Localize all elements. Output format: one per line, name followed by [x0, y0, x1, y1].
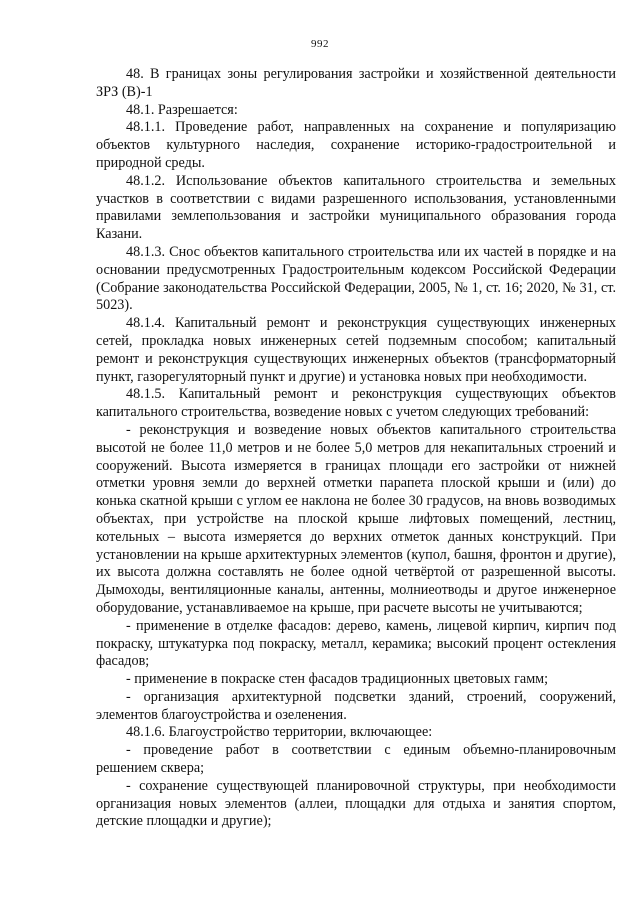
- clause-48-1-1: 48.1.1. Проведение работ, направленных на сохранение и популяризацию объектов культурного наследия, сохранение историко-градостроительной и природной среды.: [96, 119, 616, 171]
- document-body: [96, 66, 616, 831]
- clause-48-1-5: 48.1.5. Капитальный ремонт и реконструкция существующих объектов капитального строительства, возведение новых с учетом следующих требований:: [96, 386, 616, 421]
- clause-48-1: 48.1. Разрешается:: [126, 101, 238, 118]
- list-item-lighting: - организация архитектурной подсветки зданий, строений, сооружений, элементов благоустройства и озеленения.: [96, 688, 616, 723]
- list-item-square-works: - проведение работ в соответствии с единым объемно-планировочным решением сквера;: [96, 742, 616, 777]
- clause-48-1-6: 48.1.6. Благоустройство территории, включающее:: [126, 724, 433, 741]
- list-item-planning-structure: - сохранение существующей планировочной структуры, при необходимости организация новых элементов (аллеи, площадки для отдыха и занятия спортом, детские площадки и другие);: [96, 777, 616, 830]
- clause-48-1-3: 48.1.3. Снос объектов капитального строительства или их частей в порядке и на основании предусмотренных Градостроительным кодексом Российской Федерации (Собрание законодательства Российской Федерации, 2005, № 1, ст. 16; 2020, № 31, ст. 5023).: [96, 243, 616, 314]
- list-item-facade-finishing: - применение в отделке фасадов: дерево, камень, лицевой кирпич, кирпич под покраску, штукатурка под покраску, металл, керамика; высокий процент остекления фасадов;: [96, 617, 616, 670]
- section-heading-48: 48. В границах зоны регулирования застройки и хозяйственной деятельности ЗРЗ (В)-1: [96, 66, 616, 100]
- page-number: 992: [311, 38, 329, 50]
- list-item-facade-colors: - применение в покраске стен фасадов традиционных цветовых гамм;: [126, 671, 549, 688]
- clause-48-1-2: 48.1.2. Использование объектов капитального строительства и земельных участков в соответствии с видами разрешенного использования, установленными правилами землепользования и застройки муниципального образования города Казани.: [96, 172, 616, 243]
- list-item-height-requirements: - реконструкция и возведение новых объектов капитального строительства высотой не более 11,0 метров и не более 5,0 метров для некапитальных строений и сооружений. Высота измеряется в границах площади его застройки от нижней отметки уровня земли до верхней отметки парапета плоской крыши и (или) до конька скатной крыши с углом ее наклона не более 30 градусов, на вновь возводимых объектах, при устройстве на плоской крыше лифтовых помещений, лестниц, котельных – высота измеряется до верхних отметок данных конструкций. При установлении на крыше архитектурных элементов (купол, башня, фронтон и другие), их высота должна составлять не более одной четвёртой от разрешенной высоты. Дымоходы, вентиляционные каналы, антенны, молниеотводы и другое инженерное оборудование, устанавливаемое на крыше, при расчете высоты не учитываются;: [96, 421, 616, 616]
- clause-48-1-4: 48.1.4. Капитальный ремонт и реконструкция существующих инженерных сетей, прокладка новых инженерных сетей подземным способом; капитальный ремонт и реконструкция существующих инженерных объектов (трансформаторный пункт, газорегуляторный пункт и другие) и установка новых при необходимости.: [96, 315, 616, 385]
